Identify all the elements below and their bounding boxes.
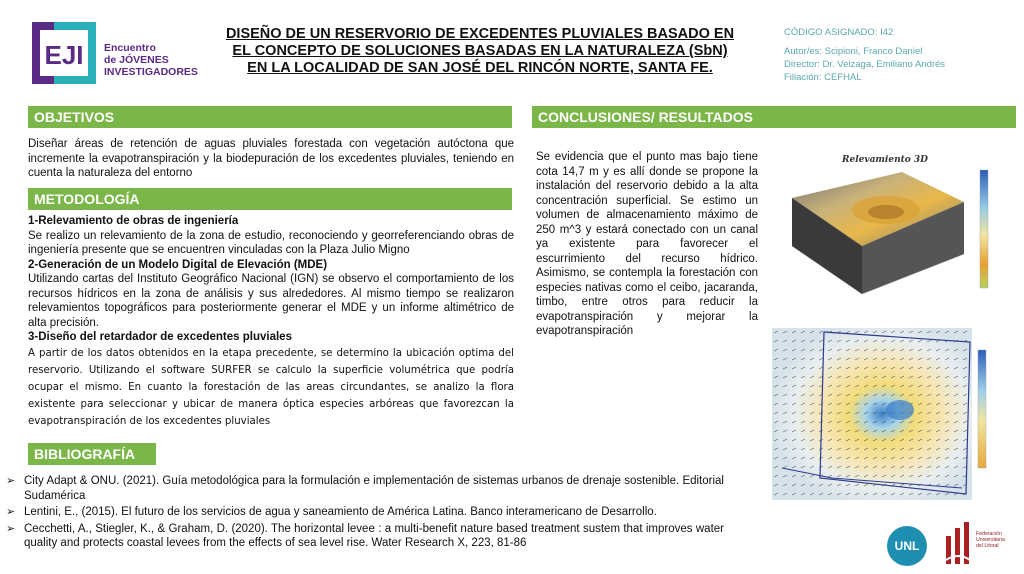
section-header-bibliografia: BIBLIOGRAFÍA: [28, 443, 156, 465]
affiliation: Filiación: CEFHAL: [784, 72, 862, 83]
director: Director: Dr. Veizaga, Emiliano Andrés: [784, 59, 946, 70]
section-header-metodologia: METODOLOGÍA: [28, 188, 512, 210]
federacion-line: del Litoral: [976, 543, 999, 549]
federacion-logo-text: [976, 531, 1020, 549]
method-step-text: A partir de los datos obtenidos en la etapa precedente, se determino la ubicación optima del reservorio. Utilizando el software SURFER se calculo la superficie volumétrica que podría ocupar el mismo. En cuanto la forestación de las areas circundantes, se analizo la flora existente para seleccionar y ubicar de manera óptica especies arbóreas que favorezcan la evapotranspiración de los excedentes pluviales: [28, 347, 514, 427]
surface-3d-title: Relevamiento 3D: [842, 155, 928, 165]
method-step-heading: 2-Generación de un Modelo Digital de Elevación (MDE): [28, 258, 328, 271]
contour-map-figure: [772, 328, 1002, 500]
section-header-conclusiones: CONCLUSIONES/ RESULTADOS: [532, 106, 1016, 128]
objetivos-text: Diseñar áreas de retención de aguas pluviales forestada con vegetación autóctona que incremente la evapotranspiración y la biodepuración de los excedentes pluviales, teniendo en cuenta la naturaleza del entorno: [28, 138, 514, 179]
logo-line: Encuentro: [104, 42, 156, 54]
method-step-text: Se realizo un relevamiento de la zona de estudio, reconociendo y georreferenciando obras de ingeniería presente que se encuentren vinculadas con la Plaza Julio Migno: [28, 229, 514, 256]
federacion-line: Federación: [976, 531, 1002, 537]
eji-logo-icon: [30, 20, 98, 86]
bibliography-item: ➢ City Adapt & ONU. (2021). Guía metodológica para la formulación e implementación de sistemas urbanos de drenaje sostenible. Editorial Sudamérica: [4, 474, 724, 503]
logo-line: de JÓVENES: [104, 54, 169, 66]
bibliography-item: ➢ Cecchetti, A., Stiegler, K., & Graham, D. (2020). The horizontal levee : a multi-benefit nature based treatment sustem that improves water quality and protects coastal levees from the effects of sea level rise. Water Research X, 223, 81-86: [4, 522, 724, 551]
poster-title: [200, 26, 760, 77]
title-line: EN LA LOCALIDAD DE SAN JOSÉ DEL RINCÓN NORTE, SANTA FE.: [247, 60, 713, 76]
assigned-code: CÓDIGO ASIGNADO: I42: [784, 27, 894, 38]
method-step-text: Utilizando cartas del Instituto Geográfico Nacional (IGN) se observo el comportamiento de los recursos hídricos en la zona de análisis y sus alrededores. Al mismo tiempo se realizaron relevamientos topográficos para posteriormente generar el MDE y un informe altimétrico de alta precisión.: [28, 273, 514, 329]
logo-text: [104, 42, 198, 78]
unl-logo-icon: UNL: [887, 526, 927, 566]
federacion-logo-icon: [944, 522, 972, 566]
method-step-heading: 3-Diseño del retardador de excedentes pluviales: [28, 331, 292, 343]
logo-line: INVESTIGADORES: [104, 66, 198, 78]
surface-3d-figure: [782, 150, 1002, 312]
bibliography-item: ➢ Lentini, E., (2015). El futuro de los servicios de agua y saneamiento de América Latina. Banco interamericano de Desarrollo.: [4, 505, 724, 520]
svg-text:EJI: EJI: [44, 40, 84, 70]
authors: Autor/es: Scipioni, Franco Daniel: [784, 46, 923, 57]
title-line: DISEÑO DE UN RESERVORIO DE EXCEDENTES PLUVIALES BASADO EN: [225, 26, 735, 42]
metodologia-body: [28, 214, 514, 430]
bibliography-list: [4, 474, 724, 553]
federacion-line: Universitaria: [976, 537, 1005, 543]
title-line: EL CONCEPTO DE SOLUCIONES BASADAS EN LA NATURALEZA (SbN): [232, 43, 728, 59]
section-header-objetivos: OBJETIVOS: [28, 106, 512, 128]
conclusiones-text: Se evidencia que el punto mas bajo tiene cota 14,7 m y es allí donde se propone la instalación del reservorio debido a la alta concentración superficial. Se estimo un volumen de almacenamiento máximo de 250 m^3 y estará conectado con un canal ya existente para favorecer el escurrimiento del recurso hídrico. Asimismo, se contempla la forestación con especies nativas como el ceibo, jacaranda, timbo, entre otros para reducir la evapotranspiración y mejorar la evapotranspiración: [536, 151, 758, 337]
method-step-heading: 1-Relevamiento de obras de ingeniería: [28, 215, 239, 227]
poster-meta: [784, 26, 945, 84]
